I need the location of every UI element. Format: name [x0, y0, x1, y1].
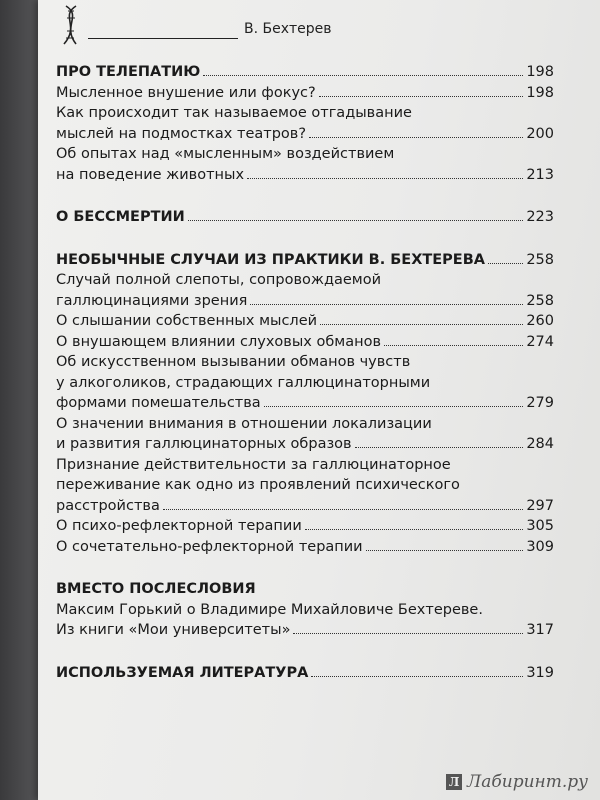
section-heading[interactable]: ПРО ТЕЛЕПАТИЮ [56, 64, 201, 80]
toc-section [56, 250, 554, 558]
page-number: 223 [526, 209, 554, 225]
page-number: 198 [526, 64, 554, 80]
entry-title-line: Случай полной слепоты, сопровождаемой [56, 272, 382, 288]
running-head-author: В. Бехтерев [244, 21, 332, 37]
entry-title-line: на поведение животных [56, 166, 245, 183]
toc-entry[interactable] [56, 103, 554, 144]
page-number: 200 [526, 125, 554, 142]
toc-entry[interactable] [56, 455, 554, 517]
entry-title-line: Максим Горький о Владимире Михайловиче Бехтереве. [56, 601, 483, 618]
section-heading[interactable]: О БЕССМЕРТИИ [56, 209, 185, 225]
section-heading[interactable]: НЕОБЫЧНЫЕ СЛУЧАИ ИЗ ПРАКТИКИ В. БЕХТЕРЕВА [56, 251, 485, 268]
page-number: 297 [526, 497, 554, 514]
page-number: 279 [526, 395, 554, 411]
dot-leader [366, 550, 524, 551]
entry-title-line: мыслей на подмостках театров? [56, 125, 307, 142]
toc-entry[interactable] [56, 83, 554, 104]
toc-entry[interactable] [56, 352, 554, 414]
toc-section [56, 663, 554, 684]
entry-title-line: О психо-рефлекторной терапии [56, 518, 302, 534]
entry-title-line: галлюцинациями зрения [56, 292, 248, 309]
dot-leader [203, 75, 523, 76]
page-number: 198 [526, 84, 554, 101]
dot-leader [355, 447, 524, 448]
entry-title-line: и развития галлюцинаторных образов [56, 436, 352, 452]
toc-entry[interactable] [56, 537, 554, 558]
entry-title-line: Как происходит так называемое отгадывание [56, 105, 412, 121]
entry-title-line: О слышании собственных мыслей [56, 313, 318, 329]
entry-title-line: Об опытах над «мысленным» воздействием [56, 146, 395, 162]
section-heading[interactable]: ИСПОЛЬЗУЕМАЯ ЛИТЕРАТУРА [56, 664, 309, 681]
header-rule [88, 38, 238, 39]
page-number: 274 [526, 333, 554, 350]
toc-section [56, 62, 554, 185]
page-number: 305 [526, 518, 554, 534]
entry-title-line: у алкоголиков, страдающих галлюцинаторными [56, 374, 431, 391]
toc-entry[interactable] [56, 332, 554, 353]
dot-leader [309, 137, 523, 138]
dot-leader [250, 304, 523, 305]
entry-title-line: Из книги «Мои университеты» [56, 622, 291, 638]
dot-leader [319, 96, 524, 97]
dot-leader [320, 324, 523, 325]
toc-entry[interactable] [56, 516, 554, 537]
entry-title-line: переживание как одно из проявлений психического [56, 477, 460, 493]
toc-entry[interactable] [56, 270, 554, 311]
entry-title-line: О внушающем влиянии слуховых обманов [56, 333, 382, 350]
table-of-contents [56, 62, 554, 705]
toc-section [56, 207, 554, 228]
page-number: 258 [526, 251, 554, 268]
dot-leader [163, 509, 523, 510]
toc-entry[interactable] [56, 600, 554, 641]
entry-title-line: О сочетательно-рефлекторной терапии [56, 538, 363, 555]
dot-leader [488, 263, 523, 264]
dot-leader [293, 633, 523, 634]
toc-entry[interactable] [56, 144, 554, 185]
entry-title-line: О значении внимания в отношении локализации [56, 415, 432, 432]
page-number: 284 [526, 436, 554, 452]
dot-leader [305, 529, 524, 530]
entry-title-line: Об искусственном вызывании обманов чувств [56, 354, 411, 370]
entry-title-line: Признание действительности за галлюцинаторное [56, 456, 451, 473]
page-number: 213 [526, 166, 554, 183]
labirint-logo-icon: Л [446, 774, 462, 790]
page-number: 260 [526, 313, 554, 329]
page-number: 309 [526, 538, 554, 555]
page-number: 317 [526, 622, 554, 638]
dna-icon [58, 4, 86, 46]
entry-title-line: формами помешательства [56, 395, 261, 411]
toc-entry[interactable] [56, 414, 554, 455]
section-heading[interactable]: ВМЕСТО ПОСЛЕСЛОВИЯ [56, 581, 256, 597]
page-header [58, 4, 498, 44]
toc-entry[interactable] [56, 311, 554, 332]
watermark [446, 772, 588, 792]
page-number: 258 [526, 292, 554, 309]
dot-leader [264, 406, 524, 407]
dot-leader [384, 345, 523, 346]
dot-leader [188, 220, 524, 221]
entry-title-line: Мысленное внушение или фокус? [56, 84, 316, 101]
entry-title-line: расстройства [56, 497, 160, 514]
dot-leader [311, 676, 523, 677]
page-number: 319 [526, 664, 554, 681]
dot-leader [247, 178, 523, 179]
toc-section [56, 579, 554, 641]
watermark-text: Лабиринт.ру [467, 772, 588, 792]
